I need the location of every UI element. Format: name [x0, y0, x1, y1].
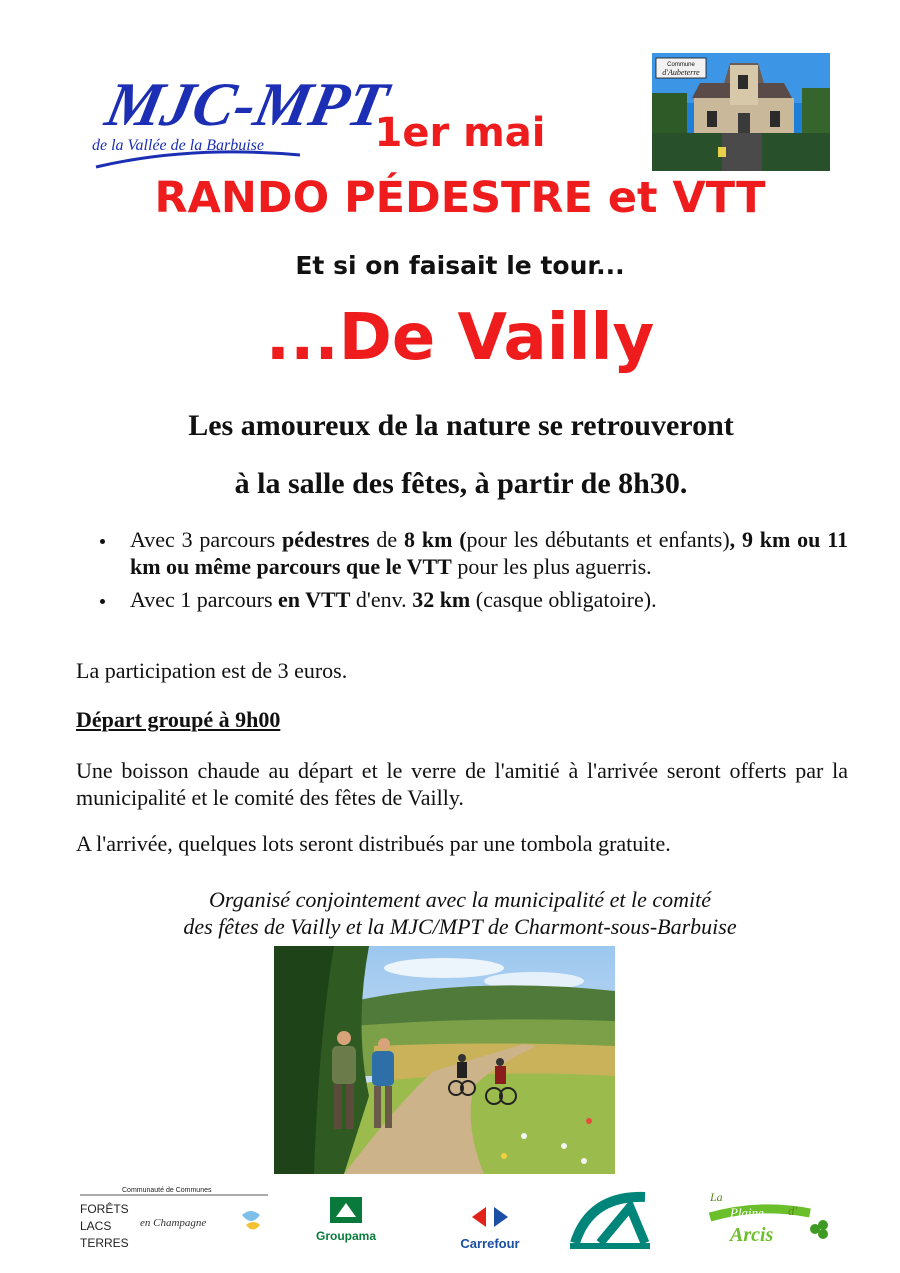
carrefour-logo	[460, 1207, 519, 1251]
event-place: ...De Vailly	[265, 301, 655, 375]
text-fragment: Avec 3 parcours	[130, 527, 282, 552]
text-fragment: d'env.	[350, 587, 413, 612]
plaine-word-2: Plaine	[730, 1205, 764, 1220]
list-item-walking-routes	[100, 526, 848, 580]
text-fragment-bold: en VTT	[278, 587, 351, 612]
mjc-logo-main-text: MJC-MPT	[100, 69, 394, 139]
plaine-darcis-logo	[709, 1190, 828, 1246]
organizer-line-2: des fêtes de Vailly et la MJC/MPT de Charmont-sous-Barbuise	[183, 914, 737, 939]
ccflt-word-1: FORÊTS	[80, 1202, 129, 1216]
commune-sign-line2: d'Aubeterre	[662, 68, 700, 77]
groupama-text: Groupama	[315, 1229, 377, 1243]
intro-line-1: Les amoureux de la nature se retrouveront	[188, 409, 734, 442]
text-fragment-bold: 8 km (	[404, 527, 467, 552]
price-text: La participation est de 3 euros.	[76, 658, 348, 683]
route-list	[100, 526, 848, 619]
text-fragment: (casque obligatoire).	[470, 587, 657, 612]
sponsor-logos	[70, 1185, 850, 1260]
text-fragment: pour les plus aguerris.	[451, 554, 652, 579]
text-fragment-bold: , 9 km ou 11 km ou même parcours que le VTT	[130, 527, 849, 579]
mjc-logo-subtitle: de la Vallée de la Barbuise	[92, 137, 264, 154]
event-subtitle: Et si on faisait le tour...	[295, 251, 625, 280]
ccflt-header: Communauté de Communes	[122, 1187, 212, 1194]
plaine-word-1: La	[710, 1190, 723, 1204]
intro-line-2: à la salle des fêtes, à partir de 8h30.	[234, 467, 688, 500]
bullet-icon	[100, 599, 105, 604]
ccflt-tagline: en Champagne	[140, 1217, 207, 1229]
carrefour-text: Carrefour	[460, 1236, 520, 1251]
tombola-text: A l'arrivée, quelques lots seront distribués par une tombola gratuite.	[76, 831, 671, 856]
drink-offer-text: Une boisson chaude au départ et le verre de l'amitié à l'arrivée seront offerts par la municipalité et le comité des fêtes de Vailly.	[76, 758, 848, 810]
organizer-line-1: Organisé conjointement avec la municipalité et le comité	[209, 887, 711, 912]
credit-agricole-logo	[570, 1197, 650, 1249]
ccflt-word-3: TERRES	[80, 1236, 129, 1250]
ccflt-word-2: LACS	[80, 1219, 112, 1233]
text-fragment: de	[369, 527, 405, 552]
text-fragment: pour les débutants et enfants)	[466, 527, 730, 552]
hikers-landscape-photo	[274, 946, 615, 1174]
commune-sign-line1: Commune	[667, 62, 695, 68]
ccflt-logo	[80, 1187, 268, 1250]
list-item-bike-route	[100, 586, 848, 613]
group-departure-heading: Départ groupé à 9h00	[76, 707, 281, 732]
event-date: 1er mai	[374, 110, 546, 156]
event-title: RANDO PÉDESTRE et VTT	[154, 173, 766, 223]
groupama-logo	[316, 1197, 376, 1243]
bullet-icon	[100, 539, 105, 544]
plaine-word-4: Arcis	[730, 1224, 774, 1246]
text-fragment: Avec 1 parcours	[130, 587, 279, 612]
text-fragment-bold: pédestres	[282, 527, 370, 552]
plaine-word-3: d'	[788, 1203, 798, 1218]
text-fragment-bold: 32 km	[412, 587, 471, 612]
ccflt-heart-icon	[242, 1211, 260, 1221]
